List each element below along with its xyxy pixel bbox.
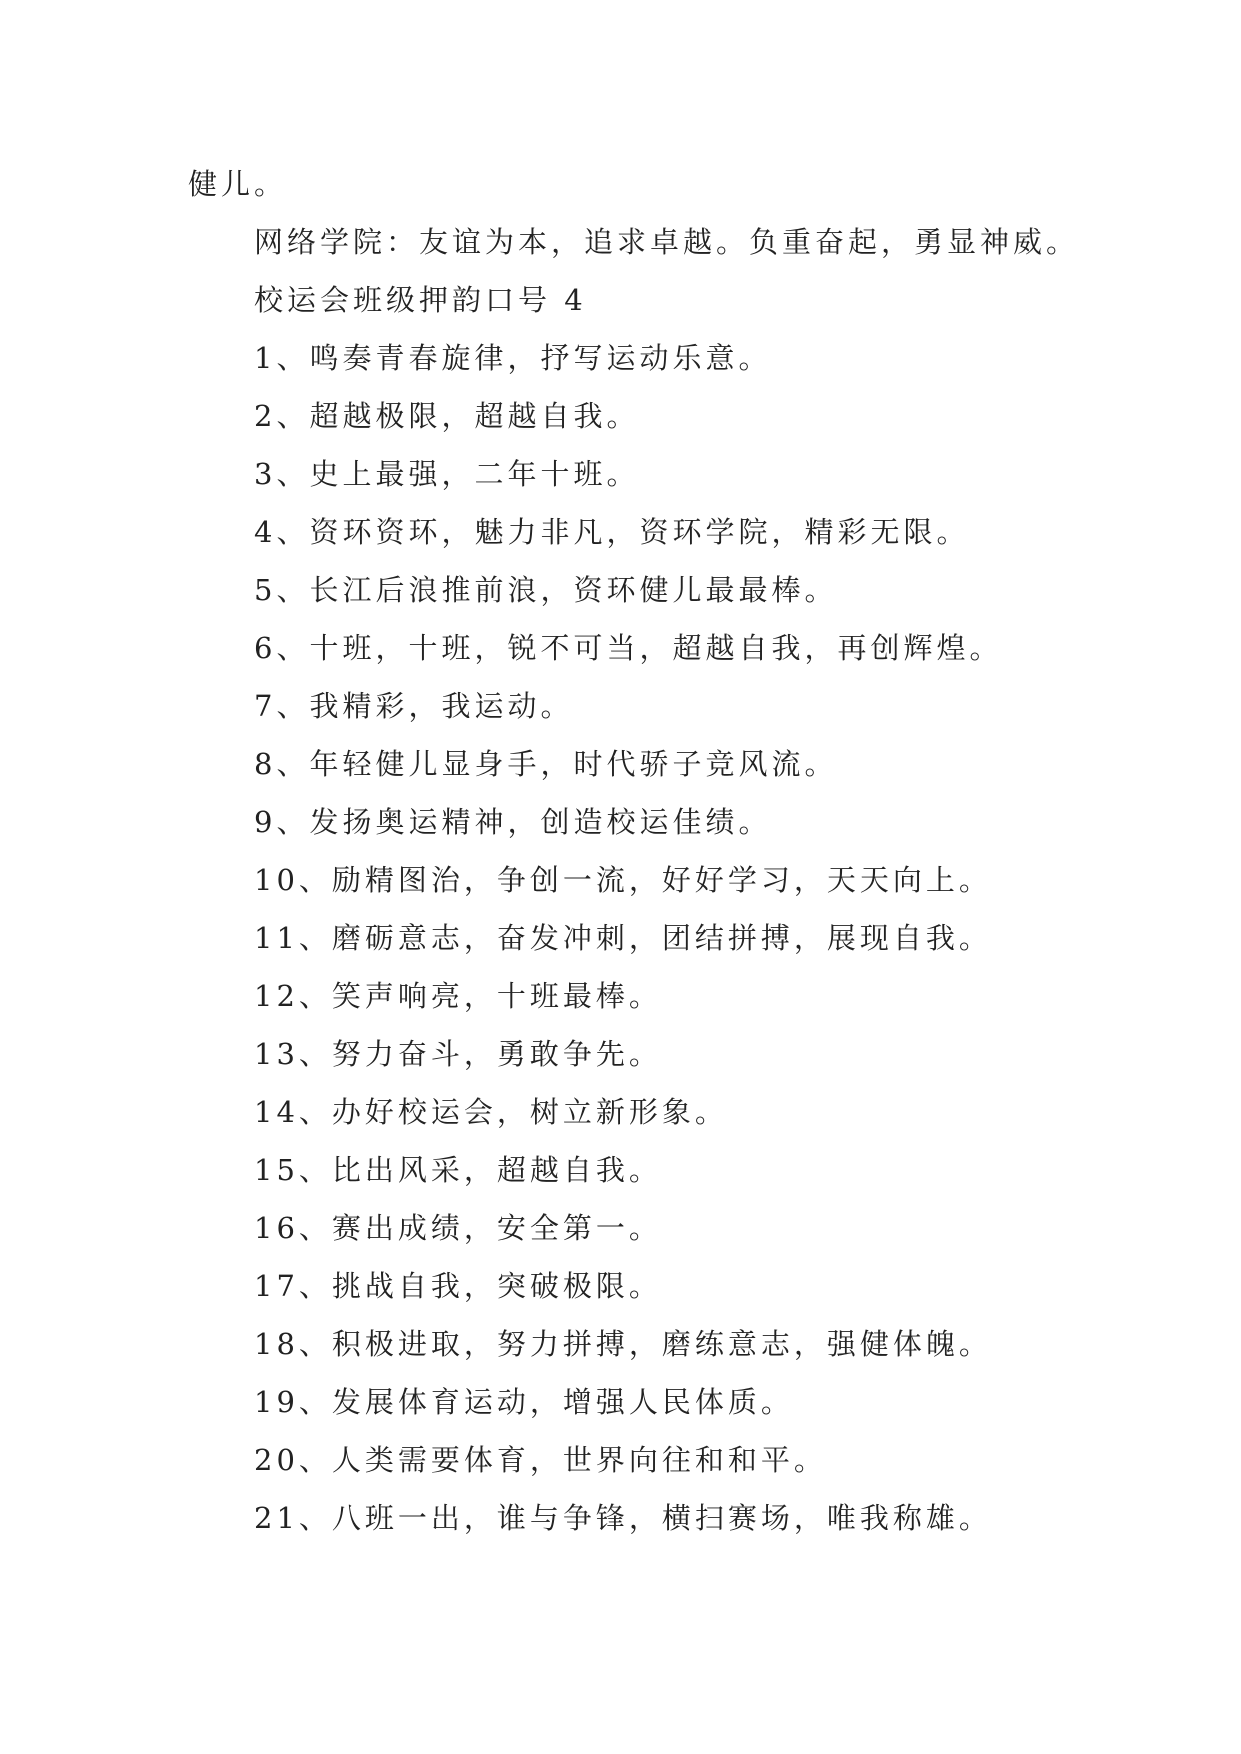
continuation-text: 健儿。	[188, 167, 288, 201]
slogan-item: 10、励精图治，争创一流，好好学习，天天向上。	[254, 863, 992, 897]
slogan-item: 18、积极进取，努力拼搏，磨练意志，强健体魄。	[254, 1327, 992, 1361]
slogan-item: 14、办好校运会，树立新形象。	[254, 1095, 728, 1129]
slogan-item: 13、努力奋斗，勇敢争先。	[254, 1037, 662, 1071]
slogan-item: 17、挑战自我，突破极限。	[254, 1269, 662, 1303]
slogan-item: 7、我精彩，我运动。	[254, 689, 574, 723]
slogan-item: 11、磨砺意志，奋发冲刺，团结拼搏，展现自我。	[254, 921, 992, 955]
slogan-item: 9、发扬奥运精神，创造校运佳绩。	[254, 805, 772, 839]
slogan-item: 8、年轻健儿显身手，时代骄子竞风流。	[254, 747, 838, 781]
slogan-item: 21、八班一出，谁与争锋，横扫赛场，唯我称雄。	[254, 1501, 992, 1535]
slogan-item: 1、鸣奏青春旋律，抒写运动乐意。	[254, 341, 772, 375]
slogan-item: 16、赛出成绩，安全第一。	[254, 1211, 662, 1245]
slogan-item: 12、笑声响亮，十班最棒。	[254, 979, 662, 1013]
slogan-item: 5、长江后浪推前浪，资环健儿最最棒。	[254, 573, 838, 607]
slogan-item: 3、史上最强，二年十班。	[254, 457, 640, 491]
paragraph-network-college: 网络学院：友谊为本，追求卓越。负重奋起，勇显神威。	[254, 225, 1080, 259]
slogan-item: 2、超越极限，超越自我。	[254, 399, 640, 433]
slogan-item: 6、十班，十班，锐不可当，超越自我，再创辉煌。	[254, 631, 1003, 665]
slogan-item: 4、资环资环，魅力非凡，资环学院，精彩无限。	[254, 515, 970, 549]
slogan-item: 20、人类需要体育，世界向往和和平。	[254, 1443, 827, 1477]
slogan-item: 19、发展体育运动，增强人民体质。	[254, 1385, 794, 1419]
section-heading: 校运会班级押韵口号 4	[254, 283, 587, 317]
slogan-item: 15、比出风采，超越自我。	[254, 1153, 662, 1187]
